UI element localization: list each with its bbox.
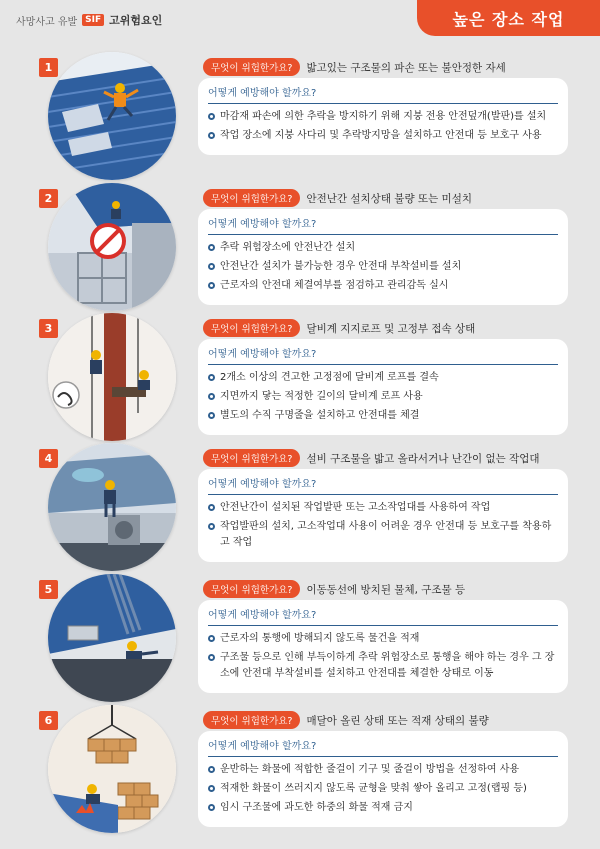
risk-text: 설비 구조물을 밟고 올라서거나 난간이 없는 작업대 (306, 452, 540, 465)
risk-text: 밟고있는 구조물의 파손 또는 불안정한 자세 (306, 61, 506, 74)
section-number: 6 (39, 711, 58, 730)
prevention-item: 안전난간이 설치된 작업발판 또는 고소작업대를 사용하여 작업 (208, 500, 558, 516)
prevention-item: 근로자의 통행에 방해되지 않도록 물건을 적재 (208, 631, 558, 647)
risk-row (203, 189, 472, 207)
section-number: 2 (39, 189, 58, 208)
question-pill: 무엇이 위험한가요? (203, 58, 300, 76)
prevention-item: 임시 구조물에 과도한 하중의 화물 적재 금지 (208, 800, 558, 816)
risk-text: 달비계 지지로프 및 고정부 접속 상태 (306, 322, 476, 335)
prevention-item: 마감재 파손에 의한 추락을 방지하기 위해 지붕 전용 안전덮개(발판)를 설치 (208, 109, 558, 125)
prevention-card (198, 731, 568, 827)
prevention-item: 안전난간 설치가 불가능한 경우 안전대 부착설비를 설치 (208, 259, 558, 275)
prevention-heading: 어떻게 예방해야 할까요? (208, 84, 558, 104)
prevention-heading: 어떻게 예방해야 할까요? (208, 606, 558, 626)
risk-text: 안전난간 설치상태 불량 또는 미설치 (306, 192, 472, 205)
page-title: 높은 장소 작업 (417, 0, 600, 36)
section-number: 3 (39, 319, 58, 338)
section-number: 1 (39, 58, 58, 77)
prevention-item: 작업 장소에 지붕 사다리 및 추락방지망을 설치하고 안전대 등 보호구 사용 (208, 128, 558, 144)
hazard-section-4 (0, 443, 600, 573)
prevention-heading: 어떻게 예방해야 할까요? (208, 215, 558, 235)
risk-text: 이동동선에 방치된 물체, 구조물 등 (306, 583, 466, 596)
header-brand: 고위험요인 (109, 14, 163, 27)
hazard-section-1 (0, 52, 600, 182)
roof-fall-illustration (48, 52, 176, 180)
question-pill: 무엇이 위험한가요? (203, 319, 300, 337)
hazard-section-2 (0, 183, 600, 313)
prevention-item: 별도의 수직 구명줄을 설치하고 안전대를 체결 (208, 408, 558, 424)
question-pill: 무엇이 위험한가요? (203, 189, 300, 207)
section-number: 4 (39, 449, 58, 468)
prevention-item: 운반하는 화물에 적합한 줄걸이 기구 및 줄걸이 방법을 선정하여 사용 (208, 762, 558, 778)
hazard-section-6 (0, 705, 600, 835)
prevention-item: 구조물 등으로 인해 부득이하게 추락 위험장소로 통행을 해야 하는 경우 그 장소에 안전대 부착설비를 설치하고 안전대를 체결한 상태로 이동 (208, 650, 558, 682)
risk-text: 매달아 올린 상태 또는 적재 상태의 불량 (306, 714, 489, 727)
question-pill: 무엇이 위험한가요? (203, 449, 300, 467)
prevention-card (198, 78, 568, 155)
prevention-item: 근로자의 안전대 체결여부를 점검하고 관리감독 실시 (208, 278, 558, 294)
sif-badge: SIF (82, 14, 104, 26)
risk-row (203, 319, 475, 337)
header-subtitle-group (16, 12, 162, 28)
prevention-card (198, 469, 568, 562)
question-pill: 무엇이 위험한가요? (203, 580, 300, 598)
risk-row (203, 449, 540, 467)
prevention-card (198, 209, 568, 305)
prevention-heading: 어떻게 예방해야 할까요? (208, 475, 558, 495)
guardrail-illustration (48, 183, 176, 311)
risk-row (203, 58, 506, 76)
prevention-heading: 어떻게 예방해야 할까요? (208, 737, 558, 757)
header-subtitle: 사망사고 유발 (16, 16, 78, 28)
hazard-section-3 (0, 313, 600, 443)
hazard-section-5 (0, 574, 600, 704)
equipment-climbing-illustration (48, 443, 176, 571)
question-pill: 무엇이 위험한가요? (203, 711, 300, 729)
suspended-load-illustration (48, 705, 176, 833)
section-number: 5 (39, 580, 58, 599)
prevention-item: 지면까지 닿는 적정한 길이의 달비계 로프 사용 (208, 389, 558, 405)
prevention-card (198, 600, 568, 693)
gondola-rope-illustration (48, 313, 176, 441)
prevention-card (198, 339, 568, 435)
trip-hazard-illustration (48, 574, 176, 702)
prevention-item: 작업발판의 설치, 고소작업대 사용이 어려운 경우 안전대 등 보호구를 착용하고 작업 (208, 519, 558, 551)
prevention-item: 추락 위험장소에 안전난간 설치 (208, 240, 558, 256)
prevention-item: 적재한 화물이 쓰러지지 않도록 균형을 맞춰 쌓아 올리고 고정(랩핑 등) (208, 781, 558, 797)
prevention-heading: 어떻게 예방해야 할까요? (208, 345, 558, 365)
risk-row (203, 711, 489, 729)
prevention-item: 2개소 이상의 견고한 고정점에 달비계 로프를 결속 (208, 370, 558, 386)
risk-row (203, 580, 465, 598)
